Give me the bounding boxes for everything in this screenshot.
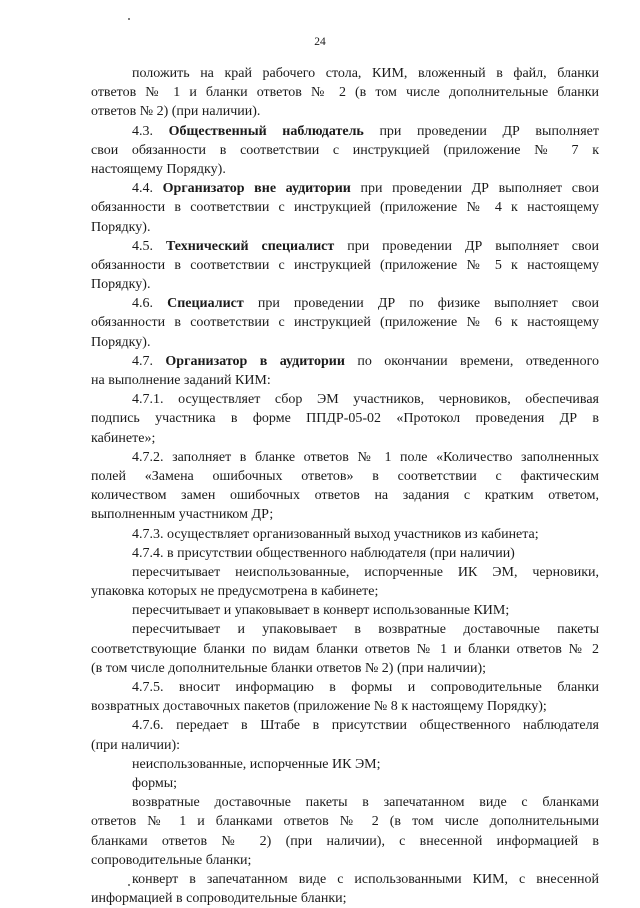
line-text: конверт в запечатанном виде с использованными КИМ, с внесенной (132, 871, 599, 887)
line-text: информацией в сопроводительные бланки; (91, 891, 347, 907)
text-line (91, 64, 599, 83)
text-line (91, 179, 599, 198)
line-text: ответов № 1 и бланками ответов № 2 (в том числе дополнительными (91, 814, 599, 830)
line-text: обязанности в соответствии с инструкцией (приложение № 5 к настоящему (91, 257, 599, 273)
line-text: Порядку). (91, 219, 151, 235)
text-line (91, 429, 599, 448)
text-line (91, 678, 599, 697)
text-line (91, 851, 599, 870)
text-line (91, 659, 599, 678)
line-text: ответов № 1 и бланки ответов № 2 (в том числе дополнительные бланки (91, 85, 599, 101)
role-title: Специалист (167, 296, 244, 312)
text-line (91, 390, 599, 409)
role-title: Организатор вне аудитории (162, 181, 351, 197)
text-line (91, 83, 599, 102)
line-text: 4.7.4. в присутствии общественного наблюдателя (при наличии) (132, 545, 515, 561)
line-text: формы; (132, 775, 178, 791)
line-text: соответствующие бланки по видам бланки ответов № 1 и бланки ответов № 2 (91, 641, 599, 657)
line-text: полей «Замена ошибочных ответов» в соответствии с фактическим (91, 468, 599, 484)
line-text: пересчитывает и упаковывает в конверт использованные КИМ; (132, 603, 510, 619)
section-number: 4.3. (132, 123, 153, 139)
section-number: 4.4. (132, 181, 153, 197)
text-line (91, 294, 599, 313)
line-text: возвратные доставочные пакеты в запечатанном виде с бланками (132, 795, 599, 811)
text-line (91, 620, 599, 639)
line-text: пересчитывает и упаковывает в возвратные доставочные пакеты (132, 622, 599, 638)
line-text: подпись участника в форме ППДР-05-02 «Протокол проведения ДР в (91, 411, 599, 427)
text-line (91, 218, 599, 237)
text-line (91, 544, 599, 563)
section-number: 4.7. (132, 353, 153, 369)
line-text: (в том числе дополнительные бланки ответов № 2) (при наличии); (91, 660, 486, 676)
text-line (91, 371, 599, 390)
line-text: при проведении ДР выполняет свои (334, 238, 600, 254)
line-text: упаковка которых не предусмотрена в кабинете; (91, 584, 379, 600)
text-line (91, 275, 599, 294)
line-text: пересчитывает неиспользованные, испорченные ИК ЭМ, черновики, (132, 564, 599, 580)
line-text: обязанности в соответствии с инструкцией (приложение № 4 к настоящему (91, 200, 599, 216)
text-line (91, 582, 599, 601)
text-line (91, 352, 599, 371)
line-text: неиспользованные, испорченные ИК ЭМ; (132, 756, 381, 772)
text-line (91, 640, 599, 659)
line-text: свои обязанности в соответствии с инструкцией (приложение № 7 к (91, 142, 599, 158)
text-line (91, 870, 599, 889)
line-text: при проведении ДР выполняет свои (350, 181, 600, 197)
text-line (91, 122, 599, 141)
line-text: при проведении ДР выполняет (363, 123, 599, 139)
line-text: 4.7.1. осуществляет сбор ЭМ участников, черновиков, обеспечивая (132, 392, 599, 408)
text-line (91, 486, 599, 505)
line-text: возвратных доставочных пакетов (приложение № 8 к настоящему Порядку); (91, 699, 547, 715)
line-text: на выполнение заданий КИМ: (91, 373, 271, 388)
line-text: бланками ответов № 2) (при наличии), с внесенной информацией в (91, 833, 599, 849)
text-line (91, 716, 599, 735)
text-line (91, 525, 599, 544)
line-text: сопроводительные бланки; (91, 852, 252, 868)
text-line (91, 102, 599, 121)
text-line (91, 812, 599, 831)
line-text: 4.7.3. осуществляет организованный выход участников из кабинета; (132, 526, 539, 542)
role-title: Организатор в аудитории (165, 353, 345, 369)
text-line (91, 736, 599, 755)
line-text: кабинете»; (91, 430, 156, 446)
text-line (91, 313, 599, 332)
text-line (91, 601, 599, 620)
text-line (91, 832, 599, 851)
line-text: выполненным участником ДР; (91, 507, 274, 523)
line-text: при проведении ДР по физике выполняет свои (243, 296, 599, 312)
section-number: 4.5. (132, 238, 153, 254)
text-line (91, 755, 599, 774)
text-line (91, 467, 599, 486)
section-number: 4.6. (132, 296, 153, 312)
body-text (91, 64, 599, 908)
line-text: количеством замен ошибочных ответов на задания с кратким ответом, (91, 488, 599, 504)
line-text: 4.7.6. передает в Штабе в присутствии общественного наблюдателя (132, 718, 599, 734)
text-line (91, 409, 599, 428)
text-line (91, 448, 599, 467)
text-line (91, 141, 599, 160)
line-text: ответов № 2) (при наличии). (91, 104, 261, 120)
line-text: по окончании времени, отведенного (344, 353, 599, 369)
text-line (91, 237, 599, 256)
text-line (91, 793, 599, 812)
line-text: 4.7.5. вносит информацию в формы и сопроводительные бланки (132, 680, 599, 695)
line-text: настоящему Порядку). (91, 161, 226, 177)
text-line (91, 505, 599, 524)
line-text: Порядку). (91, 334, 151, 350)
text-line (91, 198, 599, 217)
role-title: Общественный наблюдатель (168, 123, 364, 139)
page-number: 24 (314, 36, 326, 48)
line-text: Порядку). (91, 277, 151, 293)
text-line (91, 774, 599, 793)
text-line (91, 563, 599, 582)
text-line (91, 333, 599, 352)
line-text: обязанности в соответствии с инструкцией (приложение № 6 к настоящему (91, 315, 599, 331)
scan-mark (128, 18, 130, 20)
text-line (91, 889, 599, 908)
line-text: (при наличии): (91, 737, 181, 753)
line-text: 4.7.2. заполняет в бланке ответов № 1 поле «Количество заполненных (132, 449, 599, 465)
role-title: Технический специалист (165, 238, 335, 254)
text-line (91, 256, 599, 275)
text-line (91, 160, 599, 179)
line-text: положить на край рабочего стола, КИМ, вложенный в файл, бланки (132, 66, 599, 81)
text-line (91, 697, 599, 716)
